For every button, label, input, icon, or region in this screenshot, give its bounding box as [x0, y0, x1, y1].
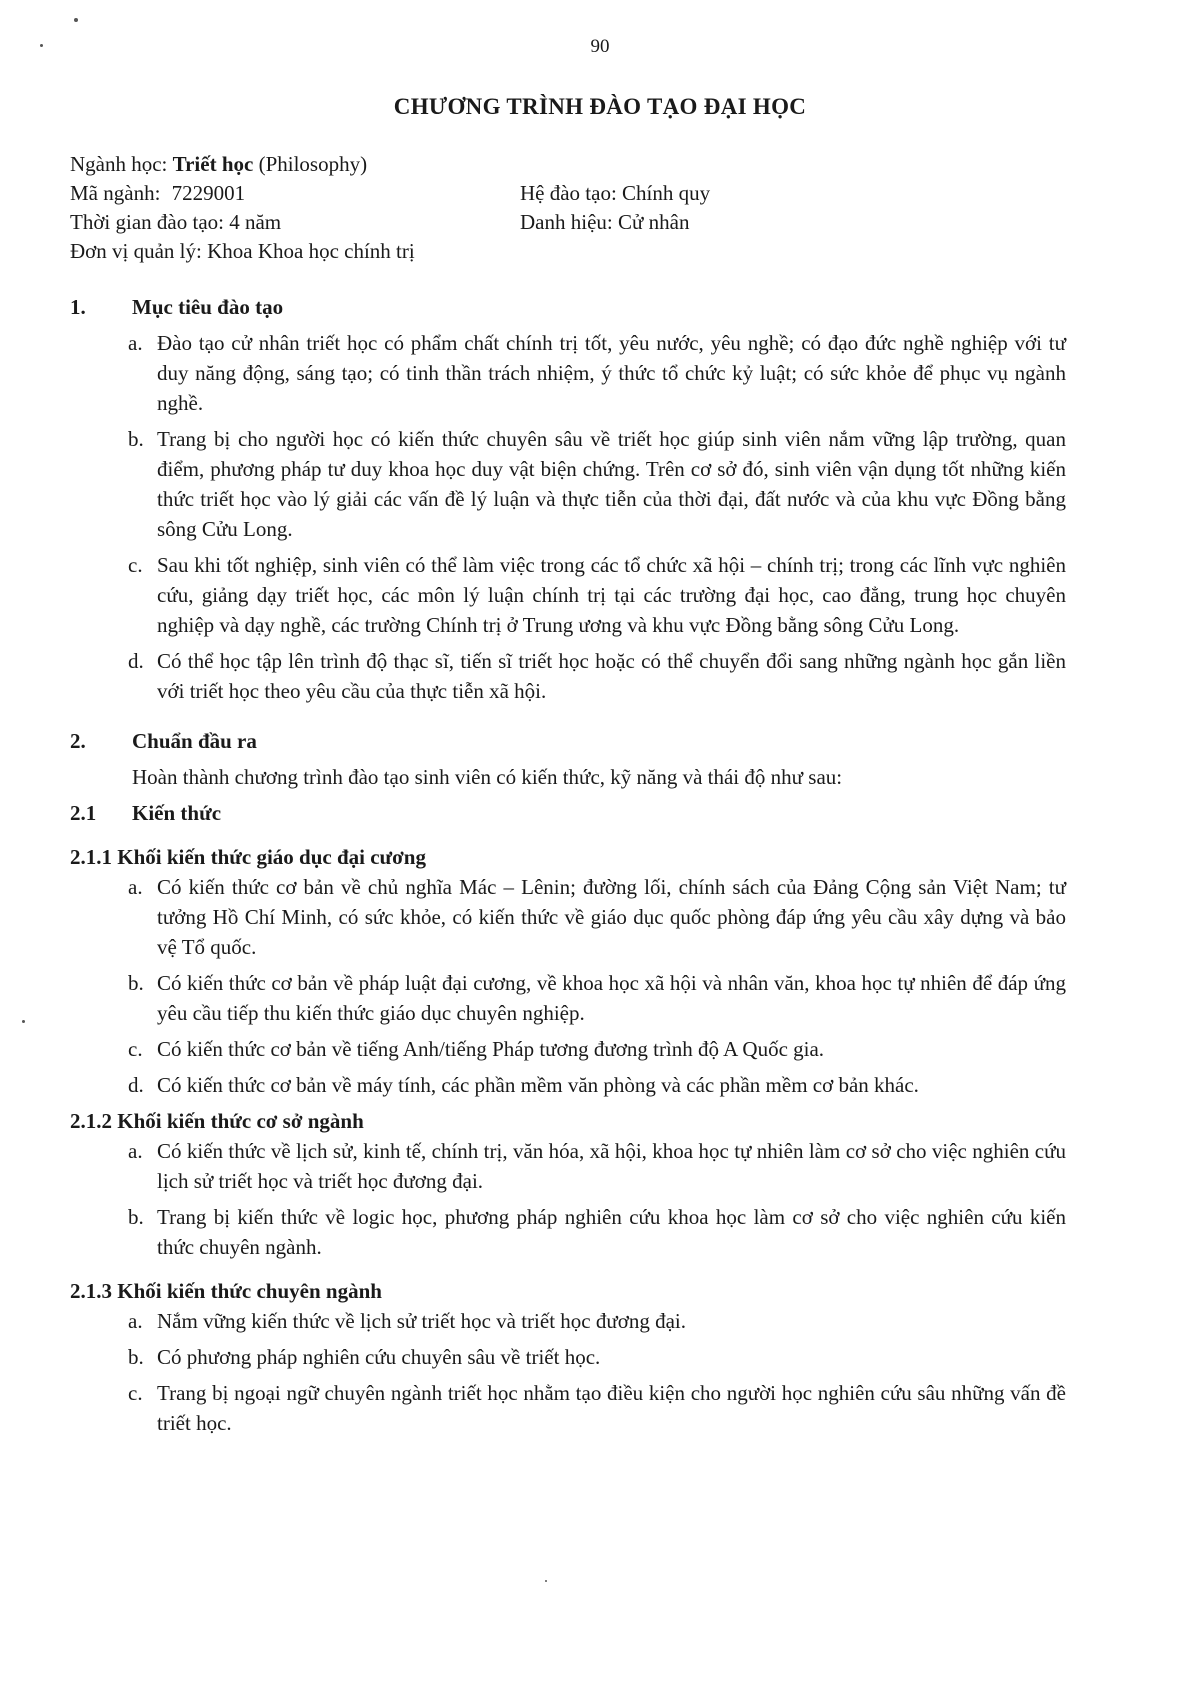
- section-2-heading: [70, 726, 1066, 756]
- major-english: (Philosophy): [258, 152, 368, 176]
- list-item: [70, 424, 1066, 544]
- list-item: [70, 968, 1066, 1028]
- section-title: Mục tiêu đào tạo: [132, 295, 284, 319]
- item-label: b.: [128, 1205, 144, 1229]
- section-2-1-2-heading: [70, 1106, 1066, 1136]
- duration-row: [70, 208, 1070, 237]
- section-intro: Hoàn thành chương trình đào tạo sinh viên có kiến thức, kỹ năng và thái độ như sau:: [132, 765, 843, 789]
- item-text: Trang bị cho người học có kiến thức chuyên sâu về triết học giúp sinh viên nắm vững lập trường, quan điểm, phương pháp tư duy khoa học duy vật biện chứng. Trên cơ sở đó, sinh viên vận dụng tốt những kiến thức triết học vào lý giải các vấn đề lý luận và thực tiễn của thời đại, đất nước và của khu vực Đồng bằng sông Cửu Long.: [157, 427, 1066, 541]
- list-item: [70, 1070, 1066, 1100]
- list-item: [70, 872, 1066, 962]
- system-label: Hệ đào tạo:: [520, 181, 617, 205]
- item-label: c.: [128, 553, 143, 577]
- item-text: Có phương pháp nghiên cứu chuyên sâu về triết học.: [157, 1345, 601, 1369]
- item-text: Đào tạo cử nhân triết học có phẩm chất chính trị tốt, yêu nước, yêu nghề; có đạo đức nghề nghiệp với tư duy năng động, sáng tạo; có tinh thần trách nhiệm, ý thức tổ chức kỷ luật; có sức khỏe để phục vụ ngành nghề.: [157, 331, 1066, 415]
- item-text: Có kiến thức cơ bản về máy tính, các phần mềm văn phòng và các phần mềm cơ bản khác.: [157, 1073, 919, 1097]
- list-item: [70, 1378, 1066, 1438]
- item-label: a.: [128, 1139, 143, 1163]
- page-title: CHƯƠNG TRÌNH ĐÀO TẠO ĐẠI HỌC: [393, 94, 807, 119]
- degree-value: Cử nhân: [617, 210, 690, 234]
- item-text: Sau khi tốt nghiệp, sinh viên có thể làm việc trong các tổ chức xã hội – chính trị; trong các lĩnh vực nghiên cứu, giảng dạy triết học, các môn lý luận chính trị tại các trường đại học, cao đẳng, trung học chuyên nghiệp và dạy nghề, các trường Chính trị ở Trung ương và khu vực Đồng bằng sông Cửu Long.: [157, 553, 1066, 637]
- unit-row: [70, 237, 1070, 266]
- duration-label: Thời gian đào tạo:: [70, 210, 224, 234]
- scan-speck: [74, 18, 78, 22]
- document-body: [70, 292, 1066, 1438]
- scan-speck: [22, 1020, 25, 1023]
- item-label: c.: [128, 1037, 143, 1061]
- duration-value: 4 năm: [229, 210, 282, 234]
- section-number: 1.: [70, 295, 86, 319]
- item-text: Có thể học tập lên trình độ thạc sĩ, tiến sĩ triết học hoặc có thể chuyển đổi sang những ngành học gắn liền với triết học theo yêu cầu của thực tiễn xã hội.: [157, 649, 1066, 703]
- degree-field: [520, 208, 689, 237]
- list-item: [70, 328, 1066, 418]
- code-value: 7229001: [171, 181, 246, 205]
- section-title: Chuẩn đầu ra: [132, 729, 257, 753]
- major-row: [70, 150, 1070, 179]
- section-title: Kiến thức: [132, 801, 222, 825]
- system-field: [520, 179, 710, 208]
- item-text: Nắm vững kiến thức về lịch sử triết học và triết học đương đại.: [157, 1309, 686, 1333]
- item-label: b.: [128, 427, 144, 451]
- item-text: Có kiến thức cơ bản về chủ nghĩa Mác – Lênin; đường lối, chính sách của Đảng Cộng sản Việt Nam; tư tưởng Hồ Chí Minh, có sức khỏe, có kiến thức về giáo dục quốc phòng đáp ứng yêu cầu xây dựng và bảo vệ Tổ quốc.: [157, 875, 1066, 959]
- item-text: Trang bị kiến thức về logic học, phương pháp nghiên cứu khoa học làm cơ sở cho việc nghiên cứu kiến thức chuyên ngành.: [157, 1205, 1066, 1259]
- list-item: [70, 1342, 1066, 1372]
- item-text: Có kiến thức cơ bản về tiếng Anh/tiếng Pháp tương đương trình độ A Quốc gia.: [157, 1037, 825, 1061]
- code-label: Mã ngành:: [70, 181, 161, 205]
- unit-label: Đơn vị quản lý:: [70, 239, 202, 263]
- list-item: [70, 1034, 1066, 1064]
- item-label: a.: [128, 1309, 143, 1333]
- item-label: b.: [128, 1345, 144, 1369]
- major-value: Triết học: [172, 152, 254, 176]
- section-title: 2.1.1 Khối kiến thức giáo dục đại cương: [70, 845, 426, 869]
- item-label: d.: [128, 1073, 144, 1097]
- code-row: [70, 179, 1070, 208]
- major-label: Ngành học:: [70, 152, 168, 176]
- list-item: [70, 1136, 1066, 1196]
- list-item: [70, 1306, 1066, 1336]
- section-2-1-3-heading: [70, 1276, 1066, 1306]
- item-label: a.: [128, 331, 143, 355]
- section-1-heading: [70, 292, 1066, 322]
- section-title: 2.1.2 Khối kiến thức cơ sở ngành: [70, 1109, 364, 1133]
- section-2-1-heading: [70, 798, 1066, 828]
- degree-label: Danh hiệu:: [520, 210, 613, 234]
- scan-speck: [545, 1580, 547, 1582]
- section-2-1-1-heading: [70, 842, 1066, 872]
- item-label: d.: [128, 649, 144, 673]
- system-value: Chính quy: [622, 181, 711, 205]
- list-item: [70, 1202, 1066, 1262]
- item-text: Có kiến thức về lịch sử, kinh tế, chính trị, văn hóa, xã hội, khoa học tự nhiên làm cơ sở cho việc nghiên cứu lịch sử triết học và triết học đương đại.: [157, 1139, 1066, 1193]
- unit-value: Khoa Khoa học chính trị: [207, 239, 415, 263]
- item-label: a.: [128, 875, 143, 899]
- list-item: [70, 550, 1066, 640]
- section-number: 2.1: [70, 801, 97, 825]
- item-label: c.: [128, 1381, 143, 1405]
- item-text: Trang bị ngoại ngữ chuyên ngành triết học nhằm tạo điều kiện cho người học nghiên cứu sâu những vấn đề triết học.: [157, 1381, 1066, 1435]
- list-item: [70, 646, 1066, 706]
- page-number: 90: [590, 36, 610, 57]
- item-label: b.: [128, 971, 144, 995]
- section-title: 2.1.3 Khối kiến thức chuyên ngành: [70, 1279, 382, 1303]
- section-number: 2.: [70, 729, 86, 753]
- item-text: Có kiến thức cơ bản về pháp luật đại cương, về khoa học xã hội và nhân văn, khoa học tự nhiên để đáp ứng yêu cầu tiếp thu kiến thức giáo dục chuyên nghiệp.: [157, 971, 1066, 1025]
- program-info: [70, 150, 1070, 266]
